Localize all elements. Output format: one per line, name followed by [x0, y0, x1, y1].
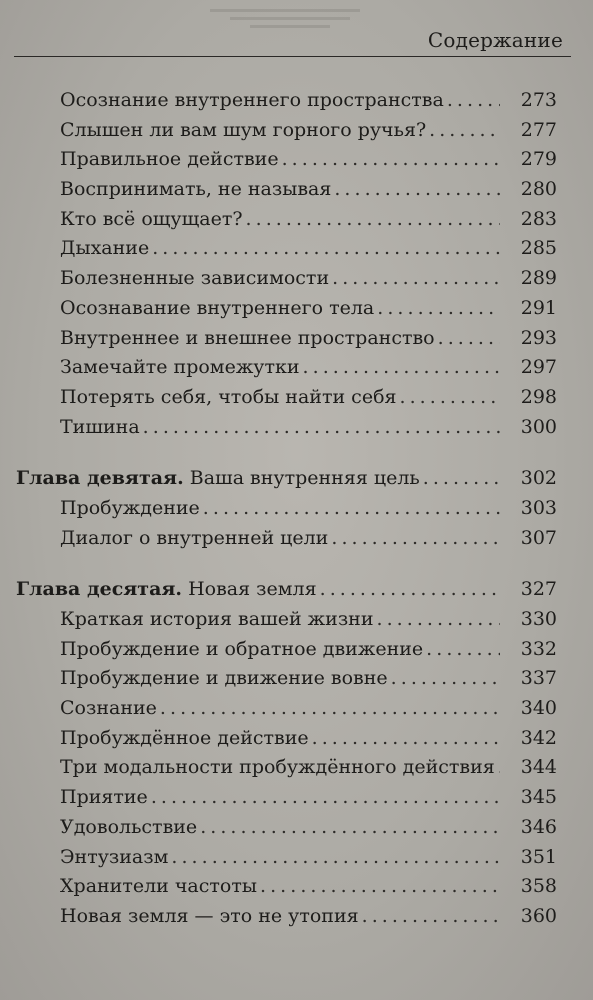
toc-entry — [0, 902, 593, 932]
toc-entry-page: 337 — [520, 667, 557, 690]
toc-entry-title: Кто всё ощущает? — [60, 207, 243, 230]
dot-leader — [438, 324, 500, 354]
dot-leader — [423, 464, 500, 494]
toc-entry-title: Три модальности пробуждённого действия — [60, 756, 495, 779]
toc-entry-page: 293 — [520, 326, 557, 349]
dot-leader — [303, 353, 500, 383]
toc-entry-title: Осознавание внутреннего тела — [60, 296, 375, 319]
toc-entry-title: Дыхание — [60, 237, 150, 260]
toc-entry-title: Внутреннее и внешнее пространство — [60, 326, 435, 349]
table-of-contents — [0, 86, 593, 932]
chapter-heading — [0, 464, 593, 494]
toc-entry-page: 297 — [520, 356, 557, 379]
toc-entry-title: Сознание — [60, 697, 157, 720]
dot-leader — [377, 294, 500, 324]
toc-entry — [0, 813, 593, 843]
dot-leader — [429, 116, 500, 146]
toc-entry — [0, 234, 593, 264]
section-gap — [0, 442, 593, 464]
toc-entry-page: 332 — [520, 637, 557, 660]
toc-entry-title: Замечайте промежутки — [60, 356, 300, 379]
toc-entry — [0, 753, 593, 783]
dot-leader — [331, 524, 500, 554]
dot-leader — [152, 234, 500, 264]
dot-leader — [246, 205, 500, 235]
toc-entry-page: 345 — [520, 786, 557, 809]
running-header: Содержание — [427, 28, 563, 52]
toc-entry — [0, 635, 593, 665]
toc-entry-title: Краткая история вашей жизни — [60, 608, 374, 630]
toc-entry-page: 346 — [520, 815, 557, 838]
toc-entry-title: Слышен ли вам шум горного ручья? — [60, 118, 427, 141]
toc-entry — [0, 694, 593, 724]
toc-entry-page: 283 — [520, 207, 557, 230]
toc-entry-title: Болезненные зависимости — [60, 267, 330, 290]
dot-leader — [498, 753, 500, 783]
toc-entry-page: 285 — [520, 237, 557, 260]
toc-entry-page: 344 — [520, 756, 557, 779]
chapter-page: 327 — [520, 578, 557, 601]
chapter-heading — [0, 575, 593, 605]
toc-entry — [0, 383, 593, 413]
toc-entry-page: 277 — [520, 118, 557, 141]
toc-entry-page: 298 — [520, 385, 557, 408]
toc-entry — [0, 205, 593, 235]
dot-leader — [171, 843, 500, 873]
dot-leader — [200, 813, 500, 843]
toc-entry-page: 330 — [520, 608, 557, 630]
toc-entry — [0, 783, 593, 813]
toc-entry-title: Осознание внутреннего пространства — [60, 89, 444, 111]
toc-entry-page: 273 — [520, 89, 557, 111]
toc-entry — [0, 664, 593, 694]
toc-entry-page: 358 — [520, 875, 557, 898]
toc-entry — [0, 605, 593, 635]
toc-entry-title: Хранители частоты — [60, 875, 257, 898]
dot-leader — [426, 635, 500, 665]
toc-entry-page: 307 — [520, 526, 557, 549]
toc-entry-title: Пробуждение — [60, 496, 200, 519]
toc-entry-page: 291 — [520, 296, 557, 319]
dot-leader — [160, 694, 500, 724]
toc-entry — [0, 86, 593, 116]
dot-leader — [362, 902, 500, 932]
toc-entry-title: Удовольствие — [60, 815, 198, 838]
toc-entry — [0, 264, 593, 294]
toc-entry-title: Воспринимать, не называя — [60, 178, 332, 201]
toc-entry-page: 289 — [520, 267, 557, 290]
toc-entry — [0, 116, 593, 146]
chapter-title: Ваша внутренняя цель — [189, 467, 420, 490]
dot-leader — [282, 145, 500, 175]
dot-leader — [400, 383, 501, 413]
toc-entry — [0, 353, 593, 383]
dot-leader — [260, 872, 500, 902]
toc-entry-title: Пробуждённое действие — [60, 726, 309, 749]
chapter-label: Глава девятая. — [16, 467, 184, 490]
dot-leader — [447, 86, 500, 116]
section-gap — [0, 553, 593, 575]
toc-entry-page: 303 — [520, 496, 557, 519]
header-rule — [14, 56, 571, 57]
toc-entry-title: Новая земля — это не утопия — [60, 904, 359, 927]
toc-entry — [0, 724, 593, 754]
toc-entry-page: 279 — [520, 148, 557, 171]
toc-entry — [0, 175, 593, 205]
toc-entry-page: 351 — [520, 845, 557, 868]
toc-entry-page: 360 — [520, 904, 557, 927]
toc-entry-title: Приятие — [60, 786, 148, 809]
dot-leader — [312, 724, 500, 754]
toc-entry-title: Правильное действие — [60, 148, 279, 171]
toc-entry — [0, 145, 593, 175]
toc-entry-title: Пробуждение и обратное движение — [60, 637, 424, 660]
chapter-label: Глава десятая. — [16, 578, 183, 601]
toc-entry-title: Пробуждение и движение вовне — [60, 667, 388, 690]
dot-leader — [203, 494, 500, 524]
toc-entry — [0, 294, 593, 324]
dot-leader — [391, 664, 500, 694]
toc-entry — [0, 494, 593, 524]
toc-entry-title: Тишина — [60, 415, 140, 438]
chapter-title: Новая земля — [188, 578, 317, 601]
dot-leader — [151, 783, 500, 813]
chapter-page: 302 — [520, 467, 557, 490]
toc-entry — [0, 872, 593, 902]
toc-entry-title: Энтузиазм — [60, 845, 169, 868]
toc-entry-page: 300 — [520, 415, 557, 438]
dot-leader — [334, 175, 500, 205]
toc-entry — [0, 843, 593, 873]
dot-leader — [320, 575, 500, 605]
dot-leader — [143, 413, 500, 443]
toc-entry — [0, 324, 593, 354]
toc-entry-page: 342 — [520, 726, 557, 749]
toc-entry-title: Потерять себя, чтобы найти себя — [60, 385, 397, 408]
toc-entry-page: 340 — [520, 697, 557, 720]
toc-entry — [0, 413, 593, 443]
toc-entry — [0, 524, 593, 554]
dot-leader — [332, 264, 500, 294]
toc-entry-page: 280 — [520, 178, 557, 201]
dot-leader — [377, 605, 500, 635]
toc-entry-title: Диалог о внутренней цели — [60, 526, 329, 549]
